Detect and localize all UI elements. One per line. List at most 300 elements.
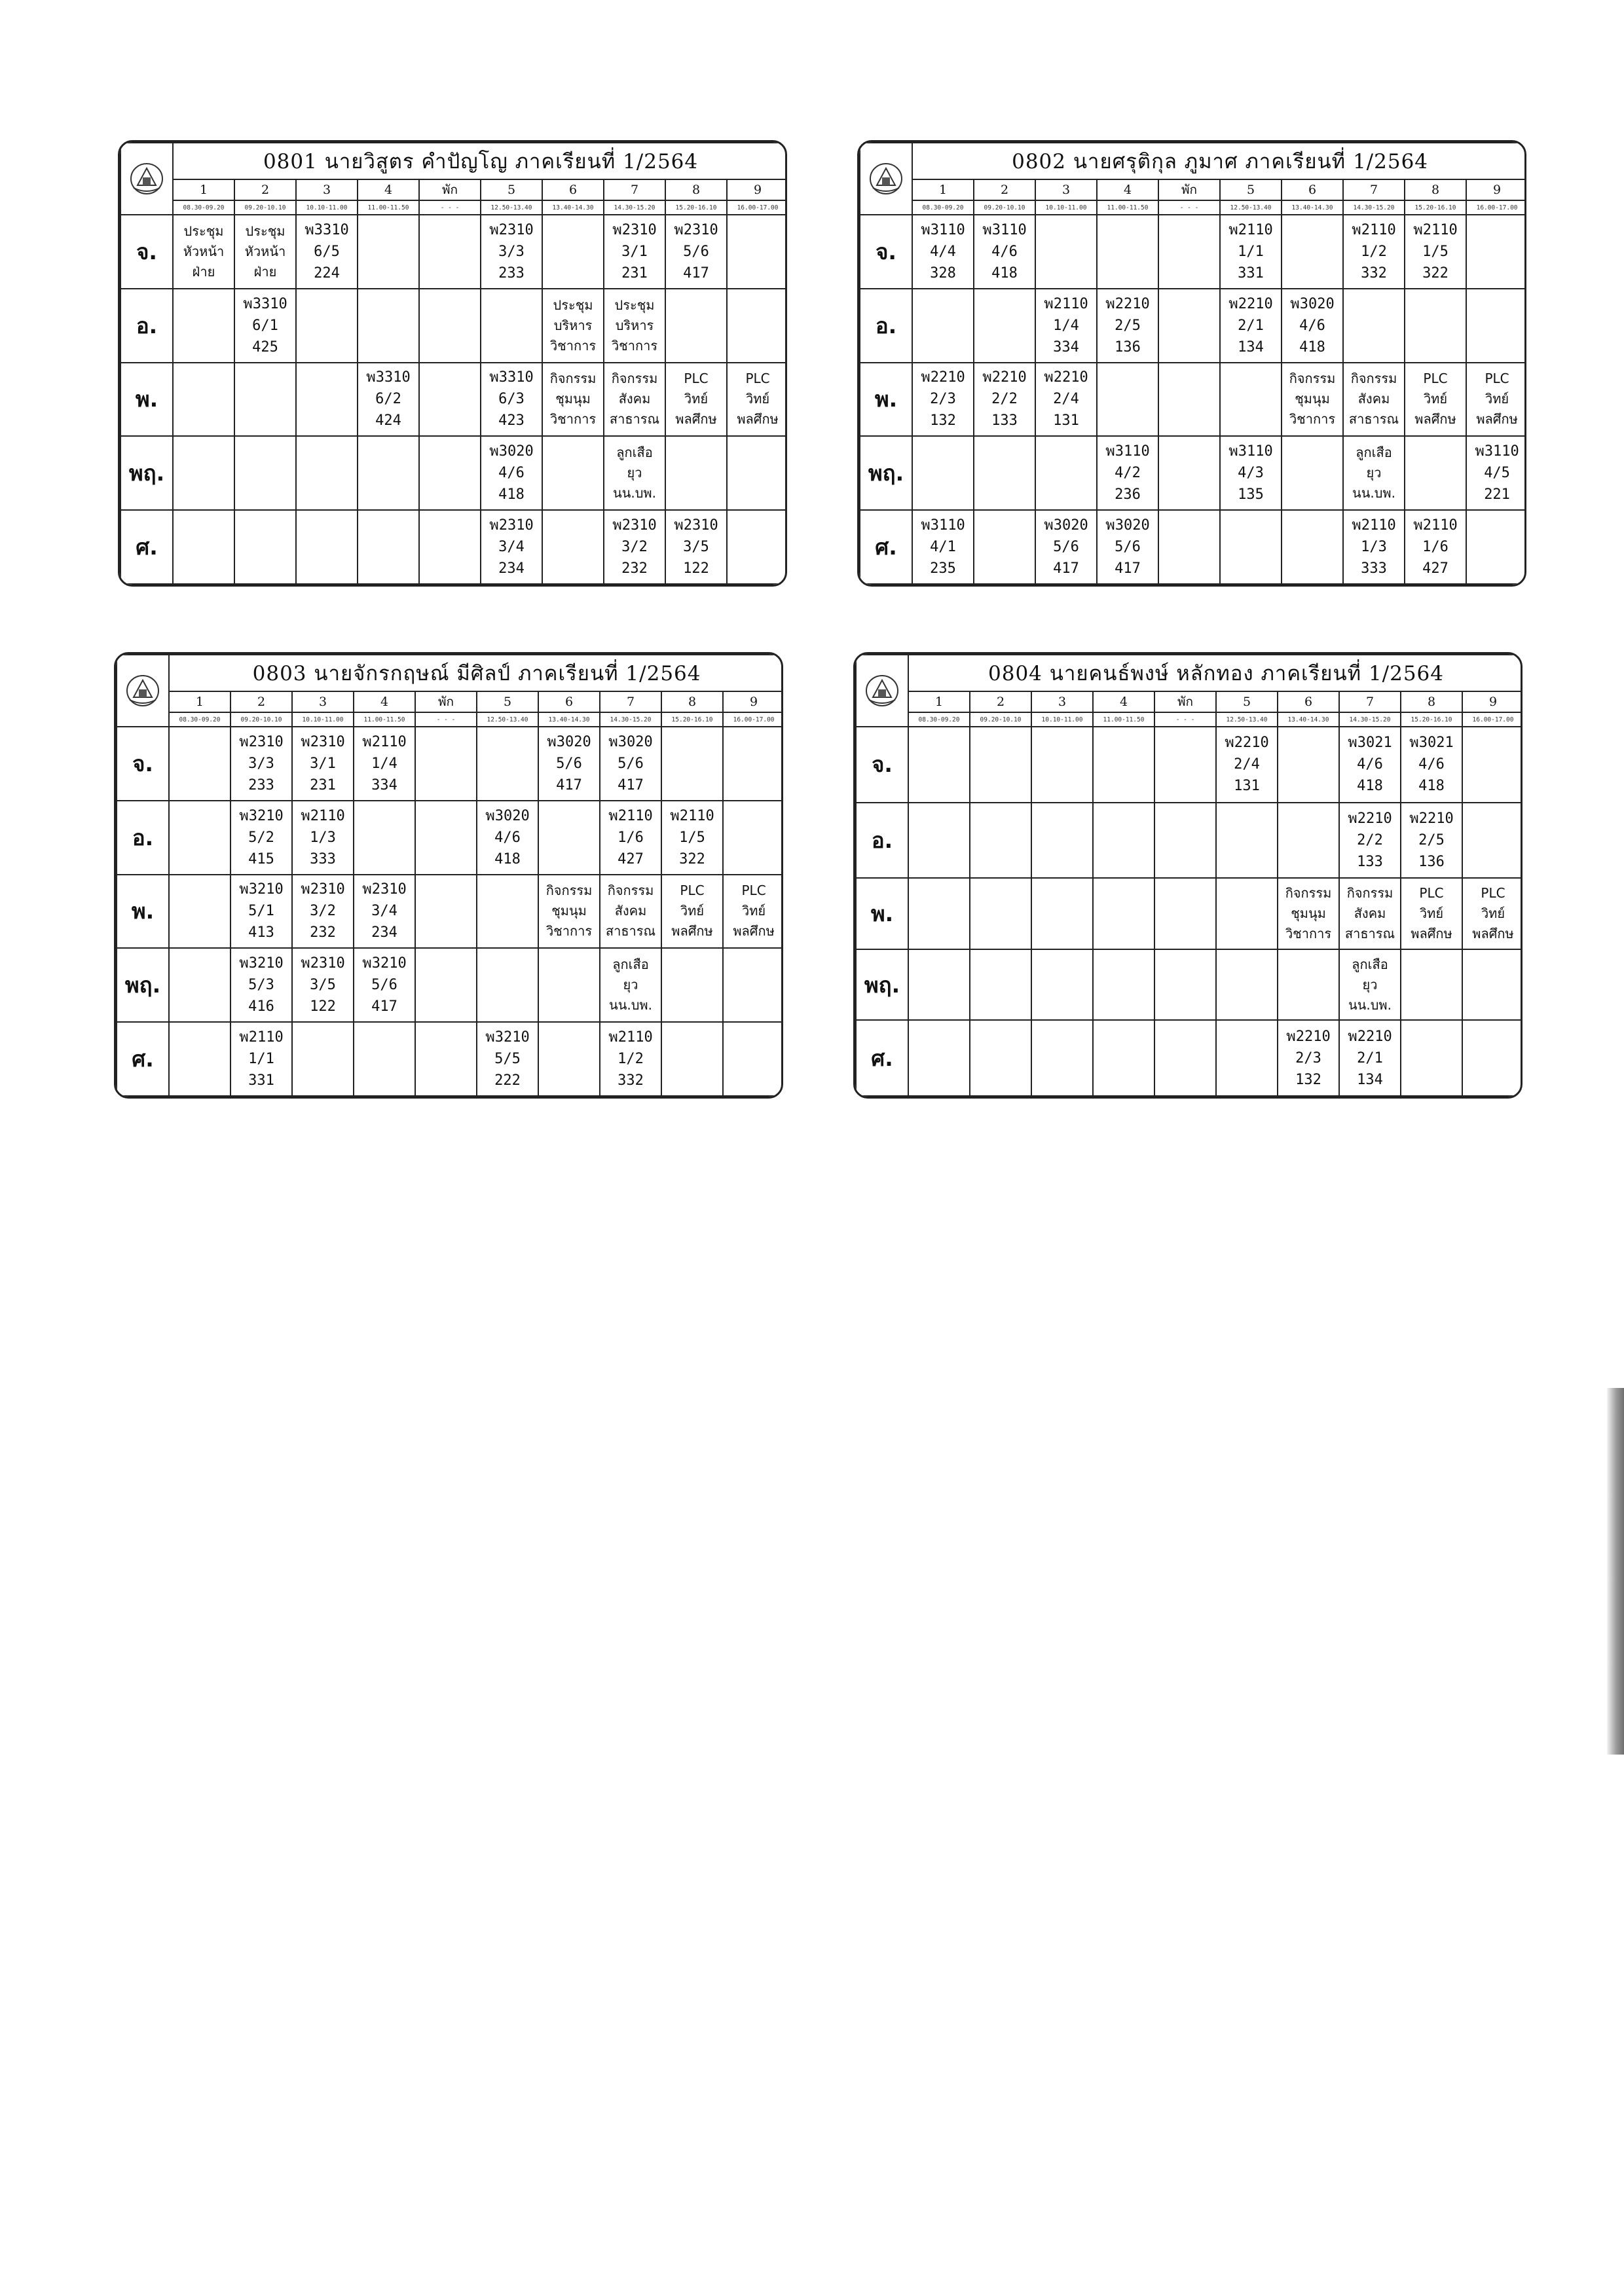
schedule-slot [1401, 1020, 1462, 1096]
day-label: จ. [856, 727, 908, 803]
slot-line: ชุมนุม [551, 903, 587, 919]
schedule-slot [1278, 727, 1339, 803]
schedule-slot [1220, 363, 1282, 437]
schedule-slot [234, 436, 296, 510]
slot-line: วิทย์ [745, 391, 770, 407]
schedule-slot [1158, 289, 1220, 363]
schedule-slot [477, 1022, 538, 1096]
slot-line: ประชุม [245, 223, 286, 239]
day-row [860, 363, 1526, 437]
schedule-slot [661, 875, 723, 949]
schedule-slot [419, 363, 481, 437]
slot-line: 425 [252, 338, 278, 355]
schedule-slot [542, 436, 604, 510]
timetable-title: 0803 นายจักรกฤษณ์ มีศิลป์ ภาคเรียนที่ 1/2564 [169, 655, 783, 691]
slot-line: 331 [1238, 264, 1264, 282]
slot-line: นน.บพ. [613, 485, 656, 501]
period-number: 7 [1343, 179, 1405, 200]
slot-line: 5/6 [556, 755, 582, 772]
period-number: 7 [600, 691, 661, 712]
period-number: 9 [723, 691, 783, 712]
slot-line: 4/3 [1238, 465, 1264, 482]
slot-line: กิจกรรม [545, 883, 593, 899]
slot-line: พ3110 [1475, 443, 1519, 460]
slot-line: ฝ่าย [253, 263, 277, 280]
slot-line: 427 [1422, 560, 1449, 577]
slot-line: 334 [371, 776, 397, 793]
schedule-slot [723, 801, 783, 875]
schedule-slot [600, 875, 661, 949]
slot-line: 417 [1053, 560, 1079, 577]
schedule-slot [358, 363, 419, 437]
slot-line: 332 [1361, 264, 1387, 282]
slot-line: 4/4 [930, 243, 956, 260]
slot-line: นน.บพ. [1352, 485, 1395, 501]
schedule-slot [1401, 949, 1462, 1021]
slot-line: พ3021 [1409, 735, 1454, 752]
day-label: ศ. [860, 510, 912, 584]
schedule-slot [1466, 436, 1526, 510]
period-time: - - - [1158, 200, 1220, 215]
slot-line: ยุว [623, 977, 638, 993]
period-number: 1 [912, 179, 974, 200]
slot-line: พ2310 [301, 955, 345, 972]
schedule-slot [665, 289, 727, 363]
period-time: 11.00-11.50 [358, 200, 419, 215]
slot-line: พ2210 [1225, 735, 1269, 752]
slot-line: 136 [1115, 338, 1141, 355]
slot-line: 417 [371, 998, 397, 1015]
day-row [117, 948, 783, 1022]
slot-line: ยุว [627, 465, 642, 481]
schedule-slot [974, 289, 1035, 363]
schedule-slot [665, 436, 727, 510]
slot-line: 5/1 [248, 903, 274, 920]
schedule-slot [358, 289, 419, 363]
slot-line: 418 [1418, 778, 1445, 795]
slot-line: PLC [1423, 371, 1448, 387]
day-label: จ. [120, 215, 173, 289]
period-time: 11.00-11.50 [1097, 200, 1158, 215]
schedule-slot [538, 1022, 600, 1096]
slot-line: ชุมนุม [555, 391, 591, 407]
slot-line: สาธารณ [609, 411, 660, 428]
slot-line: 3/3 [248, 755, 274, 772]
slot-line: วิชาการ [1289, 411, 1336, 428]
day-label: ศ. [856, 1020, 908, 1096]
slot-line: 5/3 [248, 977, 274, 994]
slot-line: ยุว [1362, 976, 1378, 993]
slot-line: 3/2 [621, 539, 648, 556]
period-time: 14.30-15.20 [1343, 200, 1405, 215]
slot-line: 333 [1361, 560, 1387, 577]
schedule-slot [1220, 289, 1282, 363]
schedule-slot [1339, 878, 1401, 949]
schedule-slot [292, 875, 354, 949]
slot-line: พ2210 [1228, 295, 1273, 312]
slot-line: พ3110 [1228, 443, 1273, 460]
slot-line: สาธารณ [1344, 925, 1395, 941]
schedule-slot [169, 875, 231, 949]
timetable-title: 0802 นายศรุติกุล ภูมาศ ภาคเรียนที่ 1/2564 [912, 143, 1526, 179]
slot-line: พลศึกษ [737, 411, 779, 428]
period-number: 6 [1278, 691, 1339, 712]
slot-line: 233 [248, 776, 274, 793]
slot-line: พ2110 [1044, 295, 1088, 312]
slot-line: หัวหน้า [244, 243, 286, 259]
slot-line: 2/2 [1357, 831, 1383, 848]
slot-line: 1/6 [618, 829, 644, 846]
slot-line: พ2210 [1105, 295, 1150, 312]
slot-line: พ3110 [921, 517, 965, 534]
slot-line: ประชุม [614, 297, 655, 313]
slot-line: 1/1 [248, 1051, 274, 1068]
school-emblem-icon [868, 162, 904, 196]
slot-line: 134 [1238, 338, 1264, 355]
schedule-slot [1220, 510, 1282, 584]
slot-line: 418 [991, 264, 1018, 282]
schedule-slot [1097, 215, 1158, 289]
schedule-slot [173, 215, 234, 289]
schedule-slot [415, 801, 477, 875]
slot-line: ฝ่าย [192, 263, 215, 280]
schedule-slot [1216, 878, 1278, 949]
period-time: 08.30-09.20 [169, 712, 231, 727]
schedule-slot [1405, 510, 1466, 584]
slot-line: 131 [1053, 412, 1079, 429]
period-time: 13.40-14.30 [542, 200, 604, 215]
period-number: 5 [481, 179, 542, 200]
slot-line: 418 [1299, 338, 1325, 355]
schedule-slot [296, 363, 358, 437]
schedule-slot [542, 363, 604, 437]
slot-line: หัวหน้า [183, 243, 225, 259]
slot-line: ลูกเสือ [616, 445, 653, 461]
day-label: พฤ. [860, 436, 912, 510]
schedule-slot [1154, 878, 1216, 949]
slot-line: วิทย์ [1419, 905, 1444, 921]
slot-line: บริหาร [615, 317, 654, 333]
schedule-slot [415, 948, 477, 1022]
slot-line: 322 [679, 850, 705, 867]
day-label: พ. [856, 878, 908, 949]
day-label: จ. [860, 215, 912, 289]
slot-line: ชุมนุม [1295, 391, 1330, 407]
schedule-slot [1093, 878, 1154, 949]
slot-line: พ2110 [362, 733, 407, 750]
schedule-slot [419, 215, 481, 289]
schedule-slot [1154, 1020, 1216, 1096]
period-number: 9 [727, 179, 787, 200]
timetable-title: 0804 นายคนธ์พงษ์ หลักทอง ภาคเรียนที่ 1/2564 [908, 655, 1522, 691]
schedule-slot [1282, 215, 1343, 289]
slot-line: 122 [683, 560, 709, 577]
period-time: 09.20-10.10 [970, 712, 1031, 727]
period-time: 12.50-13.40 [1216, 712, 1278, 727]
schedule-slot [665, 363, 727, 437]
schedule-slot [1220, 436, 1282, 510]
slot-line: กิจกรรม [607, 883, 654, 899]
period-time: - - - [415, 712, 477, 727]
slot-line: พ3210 [239, 881, 284, 898]
slot-line: พ2210 [1348, 1028, 1392, 1045]
slot-line: พ2110 [1228, 221, 1273, 238]
schedule-slot [292, 801, 354, 875]
slot-line: พ2310 [489, 517, 534, 534]
slot-line: 6/3 [498, 391, 525, 408]
schedule-slot [1339, 1020, 1401, 1096]
period-number: 7 [604, 179, 665, 200]
period-time: 11.00-11.50 [354, 712, 415, 727]
schedule-slot [1031, 803, 1093, 879]
slot-line: 2/4 [1234, 756, 1260, 773]
schedule-slot [908, 803, 970, 879]
slot-line: 1/4 [1053, 317, 1079, 334]
slot-line: พ3020 [1044, 517, 1088, 534]
schedule-slot [912, 363, 974, 437]
slot-line: พ2210 [1286, 1028, 1331, 1045]
day-label: อ. [856, 803, 908, 879]
slot-line: พลศึกษ [675, 411, 717, 428]
school-emblem-icon [124, 674, 161, 708]
period-number: 6 [538, 691, 600, 712]
schedule-slot [723, 1022, 783, 1096]
period-number: พัก [1154, 691, 1216, 712]
slot-line: กิจกรรม [1346, 884, 1393, 901]
schedule-slot [661, 801, 723, 875]
slot-line: พ3210 [362, 955, 407, 972]
school-emblem-icon [128, 162, 165, 196]
day-row [856, 727, 1522, 803]
timetable-0802 [857, 140, 1526, 587]
schedule-slot [354, 875, 415, 949]
schedule-slot [169, 948, 231, 1022]
slot-line: 1/3 [310, 829, 336, 846]
period-number: พัก [1158, 179, 1220, 200]
slot-line: กิจกรรม [611, 371, 658, 387]
schedule-slot [231, 948, 292, 1022]
slot-line: วิทย์ [684, 391, 709, 407]
slot-line: 4/6 [991, 243, 1018, 260]
period-number: 5 [1220, 179, 1282, 200]
slot-line: พ2310 [612, 221, 657, 238]
slot-line: 4/6 [498, 465, 525, 482]
schedule-slot [1405, 215, 1466, 289]
schedule-slot [1097, 289, 1158, 363]
schedule-slot [354, 801, 415, 875]
period-time: 09.20-10.10 [231, 712, 292, 727]
slot-line: พ3310 [489, 369, 534, 386]
slot-line: พ2110 [239, 1029, 284, 1046]
schedule-slot [538, 875, 600, 949]
schedule-slot [419, 289, 481, 363]
day-row [120, 436, 787, 510]
schedule-slot [970, 949, 1031, 1021]
period-time: 16.00-17.00 [1462, 712, 1522, 727]
schedule-slot [354, 948, 415, 1022]
period-time: 09.20-10.10 [974, 200, 1035, 215]
slot-line: สาธารณ [1348, 411, 1399, 428]
period-time: 16.00-17.00 [723, 712, 783, 727]
slot-line: พลศึกษ [1411, 925, 1452, 941]
slot-line: พ3020 [489, 443, 534, 460]
day-row [856, 878, 1522, 949]
schedule-slot [1097, 510, 1158, 584]
period-time: 10.10-11.00 [292, 712, 354, 727]
day-row [117, 1022, 783, 1096]
day-row [860, 510, 1526, 584]
slot-line: วิทย์ [742, 903, 766, 919]
day-label: อ. [117, 801, 169, 875]
slot-line: พ2310 [301, 733, 345, 750]
period-number: พัก [415, 691, 477, 712]
schedule-slot [481, 510, 542, 584]
slot-line: 418 [494, 850, 521, 867]
slot-line: 3/5 [310, 977, 336, 994]
period-time: 13.40-14.30 [538, 712, 600, 727]
slot-line: 231 [310, 776, 336, 793]
schedule-slot [723, 875, 783, 949]
day-row [856, 949, 1522, 1021]
slot-line: นน.บพ. [609, 997, 652, 1013]
period-number: 3 [1035, 179, 1097, 200]
schedule-slot [1466, 363, 1526, 437]
slot-line: พ3020 [485, 807, 530, 824]
schedule-slot [723, 727, 783, 801]
slot-line: 221 [1484, 486, 1510, 503]
slot-line: 6/2 [375, 391, 401, 408]
day-row [120, 215, 787, 289]
schedule-slot [1462, 1020, 1522, 1096]
day-row [117, 801, 783, 875]
slot-line: 416 [248, 998, 274, 1015]
schedule-slot [665, 215, 727, 289]
slot-line: 4/6 [1299, 317, 1325, 334]
schedule-slot [1339, 949, 1401, 1021]
schedule-slot [173, 510, 234, 584]
period-number: 4 [1093, 691, 1154, 712]
period-time: 13.40-14.30 [1282, 200, 1343, 215]
slot-line: 1/2 [1361, 243, 1387, 260]
schedule-slot [1158, 510, 1220, 584]
period-number: 2 [234, 179, 296, 200]
schedule-slot [415, 1022, 477, 1096]
period-time: - - - [1154, 712, 1216, 727]
slot-line: 234 [371, 924, 397, 941]
period-number: 8 [1405, 179, 1466, 200]
slot-line: พลศึกษ [1476, 411, 1518, 428]
period-time: 12.50-13.40 [477, 712, 538, 727]
schedule-slot [296, 215, 358, 289]
schedule-slot [974, 510, 1035, 584]
slot-line: พ3021 [1348, 735, 1392, 752]
schedule-slot [1035, 289, 1097, 363]
slot-line: 333 [310, 850, 336, 867]
schedule-slot [970, 803, 1031, 879]
slot-line: 334 [1053, 338, 1079, 355]
schedule-slot [169, 727, 231, 801]
period-time: 16.00-17.00 [1466, 200, 1526, 215]
slot-line: 5/2 [248, 829, 274, 846]
slot-line: 222 [494, 1072, 521, 1089]
slot-line: 136 [1418, 853, 1445, 870]
schedule-slot [1093, 1020, 1154, 1096]
slot-line: กิจกรรม [1285, 884, 1332, 901]
schedule-slot [1343, 363, 1405, 437]
schedule-slot [1466, 289, 1526, 363]
slot-line: 322 [1422, 264, 1449, 282]
schedule-slot [1278, 878, 1339, 949]
schedule-slot [1462, 949, 1522, 1021]
slot-line: 6/1 [252, 317, 278, 334]
slot-line: PLC [1419, 884, 1444, 901]
schedule-slot [908, 727, 970, 803]
slot-line: 2/1 [1238, 317, 1264, 334]
schedule-slot [481, 436, 542, 510]
day-label: พ. [120, 363, 173, 437]
schedule-slot [1035, 363, 1097, 437]
schedule-slot [419, 510, 481, 584]
schedule-slot [1343, 215, 1405, 289]
schedule-slot [665, 510, 727, 584]
slot-line: วิทย์ [1423, 391, 1448, 407]
schedule-slot [600, 948, 661, 1022]
schedule-slot [1216, 949, 1278, 1021]
slot-line: 1/5 [679, 829, 705, 846]
slot-line: พ2110 [608, 1029, 653, 1046]
slot-line: 4/6 [1418, 756, 1445, 773]
schedule-slot [908, 878, 970, 949]
schedule-slot [169, 801, 231, 875]
schedule-slot [477, 948, 538, 1022]
slot-line: พ2310 [489, 221, 534, 238]
schedule-slot [970, 727, 1031, 803]
schedule-slot [1220, 215, 1282, 289]
schedule-slot [1462, 803, 1522, 879]
slot-line: 232 [310, 924, 336, 941]
period-number: 9 [1462, 691, 1522, 712]
slot-line: 234 [498, 560, 525, 577]
schedule-slot [723, 948, 783, 1022]
schedule-slot [1343, 289, 1405, 363]
logo-cell [856, 655, 908, 727]
slot-line: 5/6 [618, 755, 644, 772]
day-row [117, 727, 783, 801]
schedule-slot [358, 215, 419, 289]
slot-line: 3/1 [310, 755, 336, 772]
schedule-slot [538, 727, 600, 801]
slot-line: 413 [248, 924, 274, 941]
period-time: 10.10-11.00 [1031, 712, 1093, 727]
slot-line: พลศึกษ [671, 923, 713, 939]
slot-line: พ3210 [239, 807, 284, 824]
schedule-slot [604, 215, 665, 289]
day-row [860, 436, 1526, 510]
period-number: 5 [477, 691, 538, 712]
day-label: พฤ. [117, 948, 169, 1022]
period-number: 4 [358, 179, 419, 200]
period-time: - - - [419, 200, 481, 215]
day-label: จ. [117, 727, 169, 801]
slot-line: พ2310 [301, 881, 345, 898]
slot-line: 131 [1234, 778, 1260, 795]
slot-line: 332 [618, 1072, 644, 1089]
schedule-slot [727, 289, 787, 363]
slot-line: 328 [930, 264, 956, 282]
schedule-slot [1401, 803, 1462, 879]
slot-line: 3/3 [498, 243, 525, 260]
slot-line: 2/1 [1357, 1049, 1383, 1066]
